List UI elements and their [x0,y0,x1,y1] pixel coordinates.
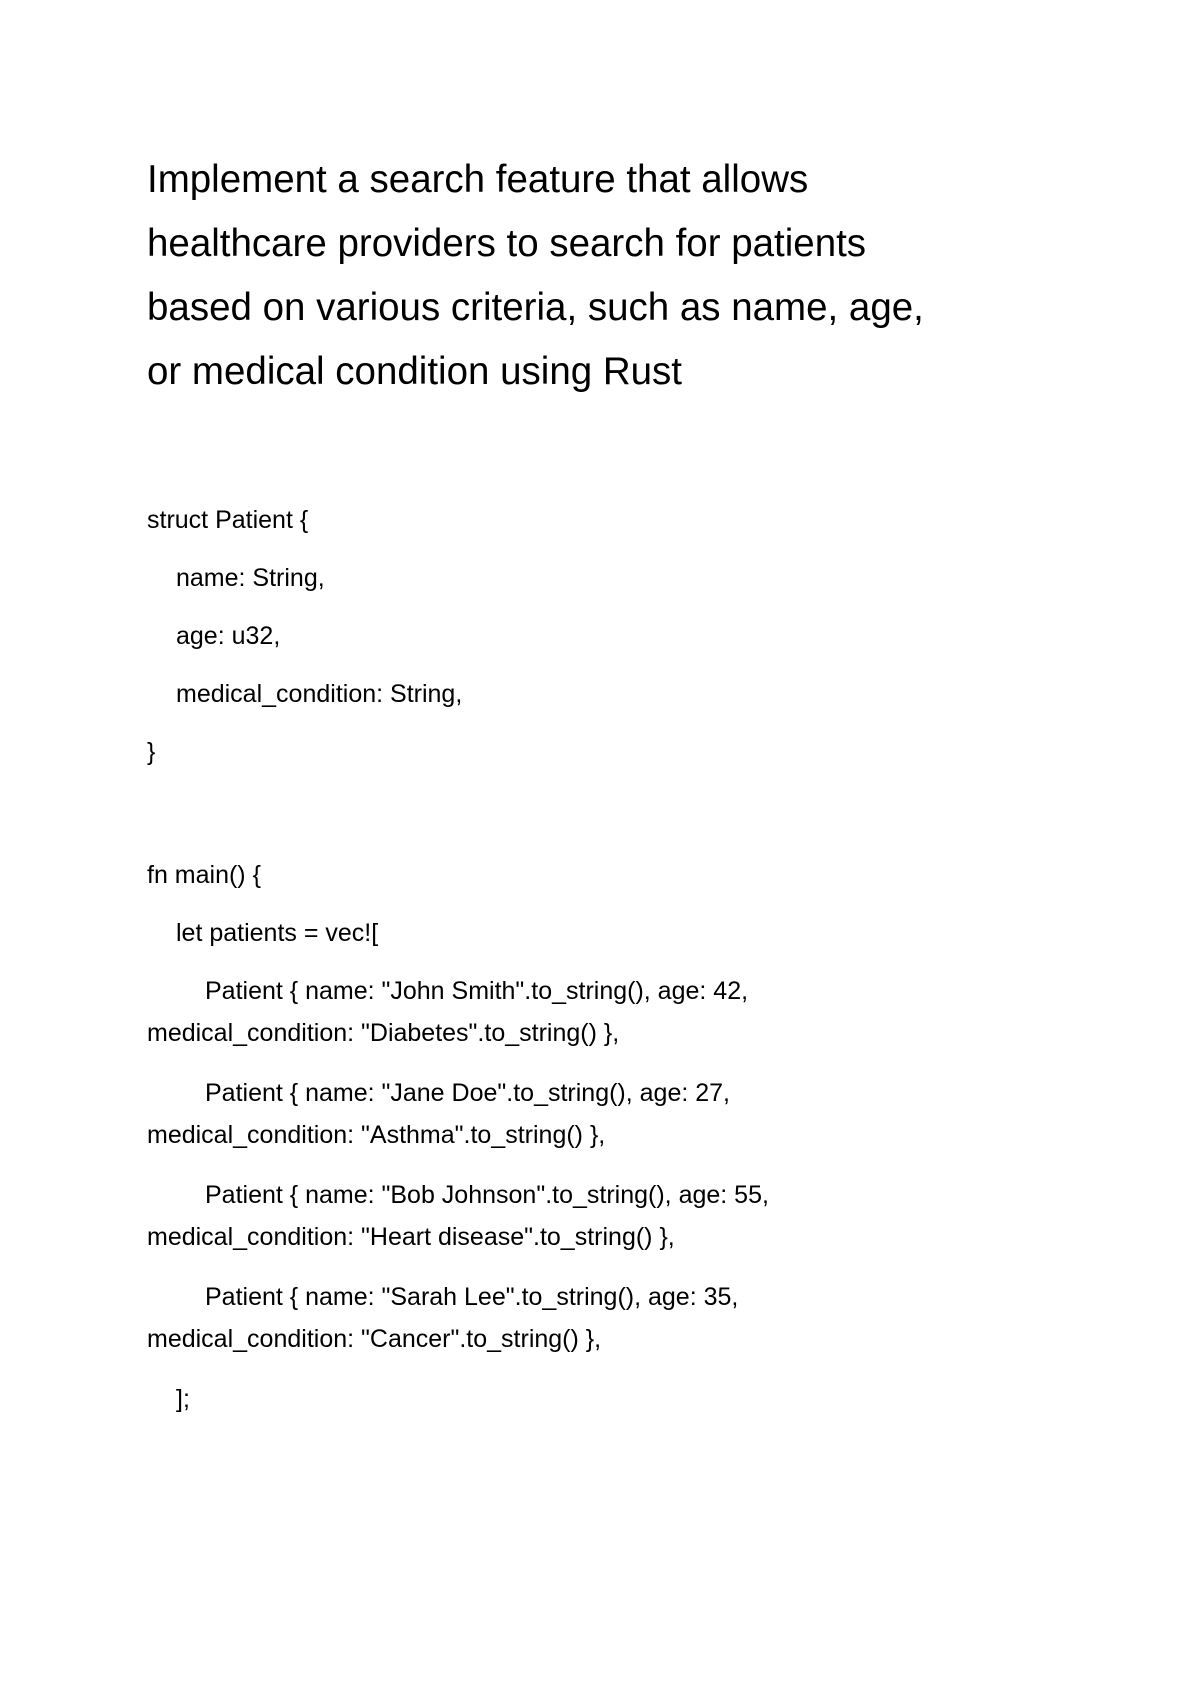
document-heading [147,148,1087,404]
code-line: struct Patient { [147,506,309,534]
heading-line: based on various criteria, such as name, age, [147,286,924,329]
code-line: medical_condition: String, [176,680,463,708]
heading-line: or medical condition using Rust [147,350,682,393]
code-line: ]; [176,1385,190,1413]
code-line: } [147,738,156,766]
code-line: Patient { name: "John Smith".to_string(), age: 42, [205,977,749,1005]
code-line: fn main() { [147,861,261,889]
code-line: age: u32, [176,622,281,650]
code-line: Patient { name: "Bob Johnson".to_string(), age: 55, [205,1181,769,1209]
heading-line: healthcare providers to search for patients [147,222,867,265]
code-line: Patient { name: "Jane Doe".to_string(), age: 27, [205,1079,730,1107]
code-line: medical_condition: "Cancer".to_string() }, [147,1325,602,1353]
heading-line: Implement a search feature that allows [147,158,809,201]
code-line: medical_condition: "Heart disease".to_string() }, [147,1223,675,1251]
code-line: let patients = vec![ [176,919,379,947]
code-line: name: String, [176,564,325,592]
code-line: Patient { name: "Sarah Lee".to_string(), age: 35, [205,1283,739,1311]
code-line: medical_condition: "Asthma".to_string() }, [147,1121,606,1149]
code-line: medical_condition: "Diabetes".to_string() }, [147,1019,620,1047]
